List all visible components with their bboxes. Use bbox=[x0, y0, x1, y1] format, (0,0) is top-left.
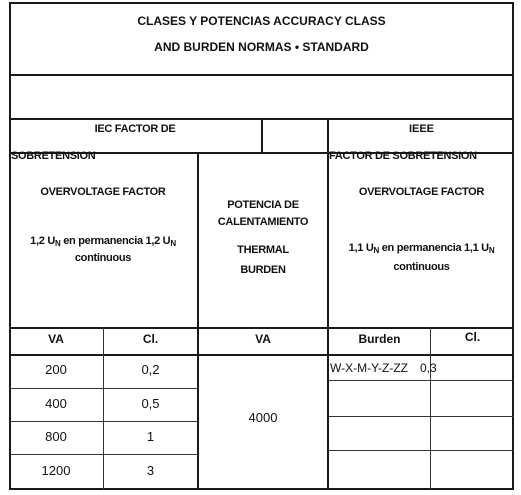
col-header-thermal-va: VA bbox=[255, 332, 271, 346]
thermal-line1: POTENCIA DE bbox=[227, 199, 299, 211]
ieee-header: IEEE bbox=[408, 123, 435, 135]
table-title-line1: CLASES Y POTENCIAS ACCURACY CLASS bbox=[137, 14, 386, 28]
ieee-burden-value: W-X-M-Y-Z-ZZ bbox=[330, 361, 408, 375]
border-top bbox=[9, 2, 514, 4]
divider-subheader bbox=[9, 327, 514, 329]
row-divider bbox=[327, 416, 514, 417]
divider-iec-ieee bbox=[261, 118, 263, 154]
thermal-line4: BURDEN bbox=[240, 264, 286, 276]
row-va: 400 bbox=[45, 396, 67, 411]
iec-header: IEC FACTOR DE bbox=[94, 123, 176, 135]
row-divider bbox=[327, 450, 514, 451]
row-divider bbox=[327, 380, 514, 381]
iec-continuous: continuous bbox=[74, 252, 132, 264]
ieee-sub-header: FACTOR DE SOBRETENSION bbox=[329, 150, 477, 162]
row-va: 1200 bbox=[41, 463, 71, 478]
divider-burden-cl bbox=[430, 327, 431, 490]
divider-thermal-ieee bbox=[327, 118, 329, 490]
iec-header-cont: SOBRETENSION bbox=[11, 150, 96, 162]
border-bottom bbox=[9, 488, 514, 490]
divider-title bbox=[9, 74, 514, 76]
divider-colheads bbox=[9, 354, 514, 356]
ieee-cl-value: 0,3 bbox=[420, 361, 437, 375]
thermal-line2: CALENTAMIENTO bbox=[217, 216, 309, 228]
ieee-continuous: continuous bbox=[393, 261, 450, 273]
row-cl: 0,5 bbox=[141, 396, 160, 411]
col-header-cl: Cl. bbox=[142, 332, 159, 346]
iec-condition: 1,2 $U_N$ en permanencia 1,2 $U_N$ bbox=[30, 235, 176, 248]
table-title-line2: AND BURDEN NORMAS • STANDARD bbox=[154, 40, 369, 54]
ieee-condition: 1,1 $U_N$ en permanencia 1,1 $U_N$ bbox=[348, 242, 495, 255]
col-header-burden: Burden bbox=[358, 332, 401, 346]
ieee-overvoltage-factor: OVERVOLTAGE FACTOR bbox=[358, 186, 485, 198]
row-va: 800 bbox=[45, 429, 67, 444]
accuracy-class-table bbox=[9, 2, 514, 490]
row-cl: 3 bbox=[146, 463, 155, 478]
col-header-ieee-cl: Cl. bbox=[464, 330, 481, 344]
col-header-va: VA bbox=[48, 332, 64, 346]
thermal-burden-value: 4000 bbox=[248, 410, 278, 425]
iec-overvoltage-factor: OVERVOLTAGE FACTOR bbox=[40, 186, 166, 198]
row-cl: 0,2 bbox=[141, 362, 160, 377]
row-cl: 1 bbox=[146, 429, 155, 444]
row-va: 200 bbox=[45, 362, 67, 377]
thermal-line3: THERMAL bbox=[237, 244, 289, 256]
